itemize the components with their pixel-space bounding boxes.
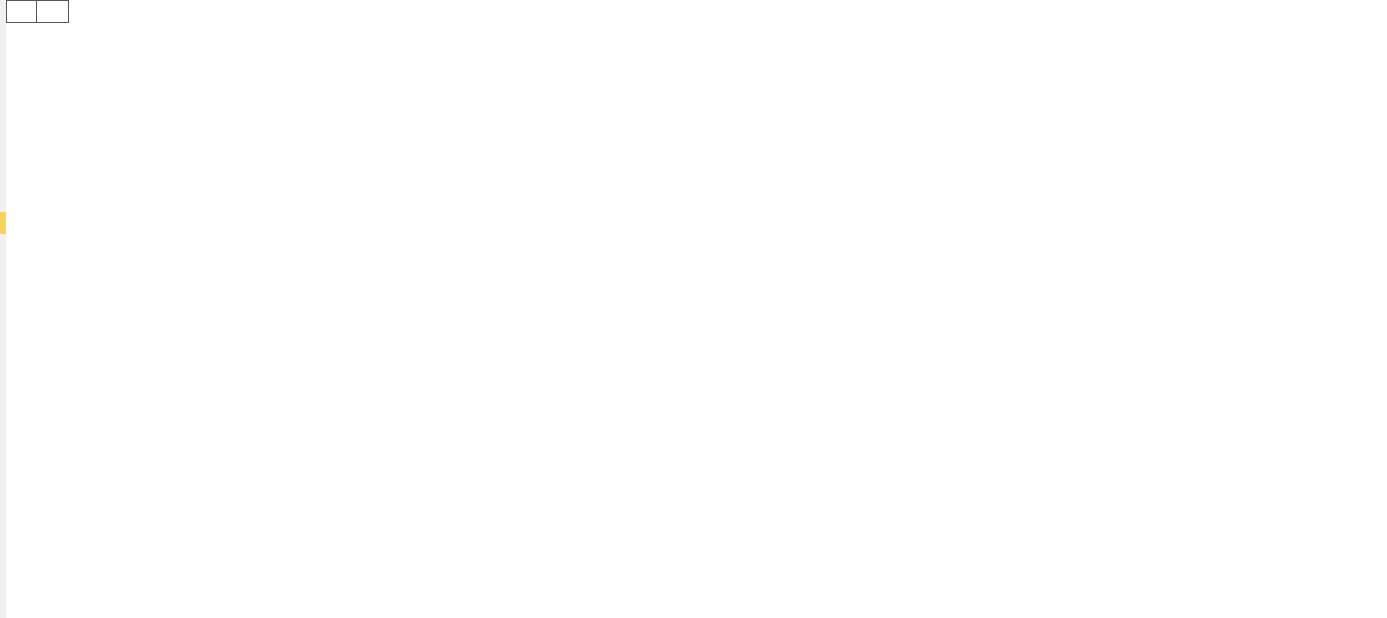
header-row-sessions [7,1,1387,23]
header-thu [7,1,37,23]
header-tiet [37,1,69,23]
left-margin [0,0,6,618]
timetable [6,0,1387,23]
row-highlight-marker [0,212,6,234]
